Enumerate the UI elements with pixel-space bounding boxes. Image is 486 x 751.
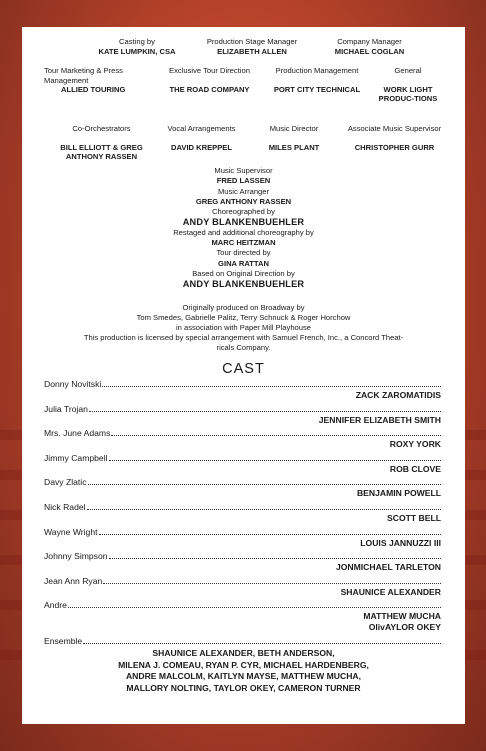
- ensemble-row: [44, 635, 441, 646]
- cast-role: Wayne Wright: [44, 526, 98, 537]
- cast-heading: CAST: [222, 361, 265, 377]
- general-management-name: WORK LIGHT PRODUC-TIONS: [378, 84, 438, 103]
- company-manager-label: Company Manager: [337, 37, 402, 46]
- ensemble-line: MALLORY NOLTING, TAYLOR OKEY, CAMERON TURNER: [126, 682, 361, 693]
- producer-credits: [22, 303, 465, 353]
- co-orchestrators-name: BILL ELLIOTT & GREG ANTHONY RASSEN: [60, 142, 143, 161]
- psm-name: ELIZABETH ALLEN: [217, 46, 287, 56]
- tour-direction-name: THE ROAD COMPANY: [169, 84, 250, 94]
- cast-actor: MATTHEW MUCHA: [363, 611, 441, 622]
- music-supervisor-name: FRED LASSEN: [216, 176, 271, 186]
- co-orchestrators-label: Co-Orchestrators: [72, 124, 131, 133]
- cast-actor: LOUIS JANNUZZI III: [360, 537, 441, 548]
- casting-label: Casting by: [119, 37, 155, 46]
- cast-row: [44, 575, 441, 600]
- cast-actor: SCOTT BELL: [387, 512, 441, 523]
- cast-actor: BENJAMIN POWELL: [356, 488, 441, 499]
- tour-directed-label: Tour directed by: [216, 248, 271, 258]
- cast-row: [44, 427, 441, 452]
- cast-row: [44, 526, 441, 551]
- cast-row: [44, 452, 441, 477]
- cast-role: Andre: [44, 600, 67, 611]
- license-line-1: This production is licensed by special arrangement with Samuel French, Inc., a Concord Theat-: [83, 333, 404, 342]
- psm-label: Production Stage Manager: [206, 37, 298, 46]
- music-director-label: Music Director: [269, 124, 319, 133]
- cast-row: [44, 476, 441, 501]
- cast-role: Julia Trojan: [44, 403, 88, 414]
- vocal-arrangements-name: DAVID KREPPEL: [170, 142, 233, 152]
- music-director-name: MILES PLANT: [268, 142, 320, 152]
- cast-row: [44, 501, 441, 526]
- choreographer-name: ANDY BLANKENBUEHLER: [182, 217, 305, 228]
- restager-name: MARC HEITZMAN: [211, 238, 276, 248]
- cast-actor-extra: OlivAYLOR OKEY: [368, 622, 441, 633]
- based-on-label: Based on Original Direction by: [192, 268, 295, 278]
- production-management-name: PORT CITY TECHNICAL: [273, 84, 361, 94]
- license-line-2: ricals Company.: [216, 343, 271, 352]
- cast-actor: JONMICHAEL TARLETON: [335, 562, 441, 573]
- producers-names: Tom Smedes, Gabrielle Palitz, Terry Schnuck & Roger Horchow: [136, 313, 351, 322]
- music-arranger-label: Music Arranger: [217, 186, 270, 196]
- cast-row: [44, 599, 441, 633]
- cast-row: [44, 403, 441, 428]
- ensemble-line: MILENA J. COMEAU, RYAN P. CYR, MICHAEL HARDENBERG,: [118, 659, 369, 670]
- associate-music-supervisor-label: Associate Music Supervisor: [347, 124, 442, 133]
- casting-name: KATE LUMPKIN, CSA: [98, 46, 176, 56]
- cast-row: [44, 378, 441, 403]
- tour-direction-label: Exclusive Tour Direction: [169, 66, 250, 75]
- center-credits: [22, 166, 465, 290]
- cast-role: Davy Zlatic: [44, 477, 87, 488]
- cast-actor: SHAUNICE ALEXANDER: [340, 586, 441, 597]
- cast-row: [44, 550, 441, 575]
- cast-actor: ROB CLOVE: [389, 463, 441, 474]
- cast-role: Jean Ann Ryan: [44, 575, 103, 586]
- tour-director-name: GINA RATTAN: [218, 258, 269, 268]
- cast-role: Jimmy Campbell: [44, 452, 108, 463]
- cast-role: Johnny Simpson: [44, 551, 108, 562]
- choreographed-label: Choreographed by: [212, 207, 275, 217]
- ensemble-names: [22, 648, 465, 694]
- music-arranger-name: GREG ANTHONY RASSEN: [195, 196, 292, 206]
- ensemble-line: SHAUNICE ALEXANDER, BETH ANDERSON,: [152, 648, 335, 658]
- association-line: in association with Paper Mill Playhouse: [175, 323, 312, 332]
- ensemble-label: Ensemble: [44, 636, 83, 646]
- cast-role: Donny Novitski: [44, 379, 102, 389]
- cast-actor: JENNIFER ELIZABETH SMITH: [318, 414, 441, 425]
- production-management-label: Production Management: [275, 66, 359, 75]
- cast-actor: ROXY YORK: [389, 439, 441, 450]
- general-management-label: General: [394, 66, 422, 75]
- associate-music-supervisor-name: CHRISTOPHER GURR: [354, 142, 435, 152]
- restaged-label: Restaged and additional choreography by: [173, 227, 314, 237]
- music-supervisor-label: Music Supervisor: [214, 166, 273, 175]
- tour-marketing-label: Tour Marketing & Press Management: [44, 66, 123, 85]
- cast-role: Mrs. June Adams: [44, 428, 111, 439]
- original-director-name: ANDY BLANKENBUEHLER: [182, 279, 305, 290]
- cast-list: [44, 378, 441, 633]
- cast-actor: ZACK ZAROMATIDIS: [355, 390, 441, 400]
- ensemble-line: ANDRE MALCOLM, KAITLYN MAYSE, MATTHEW MUCHA,: [125, 671, 362, 682]
- company-manager-name: MICHAEL COGLAN: [334, 46, 405, 56]
- vocal-arrangements-label: Vocal Arrangements: [167, 124, 236, 133]
- tour-marketing-name: ALLIED TOURING: [61, 85, 126, 94]
- program-page: [22, 27, 465, 724]
- originally-produced-line: Originally produced on Broadway by: [182, 303, 305, 312]
- cast-role: Nick Radel: [44, 501, 86, 512]
